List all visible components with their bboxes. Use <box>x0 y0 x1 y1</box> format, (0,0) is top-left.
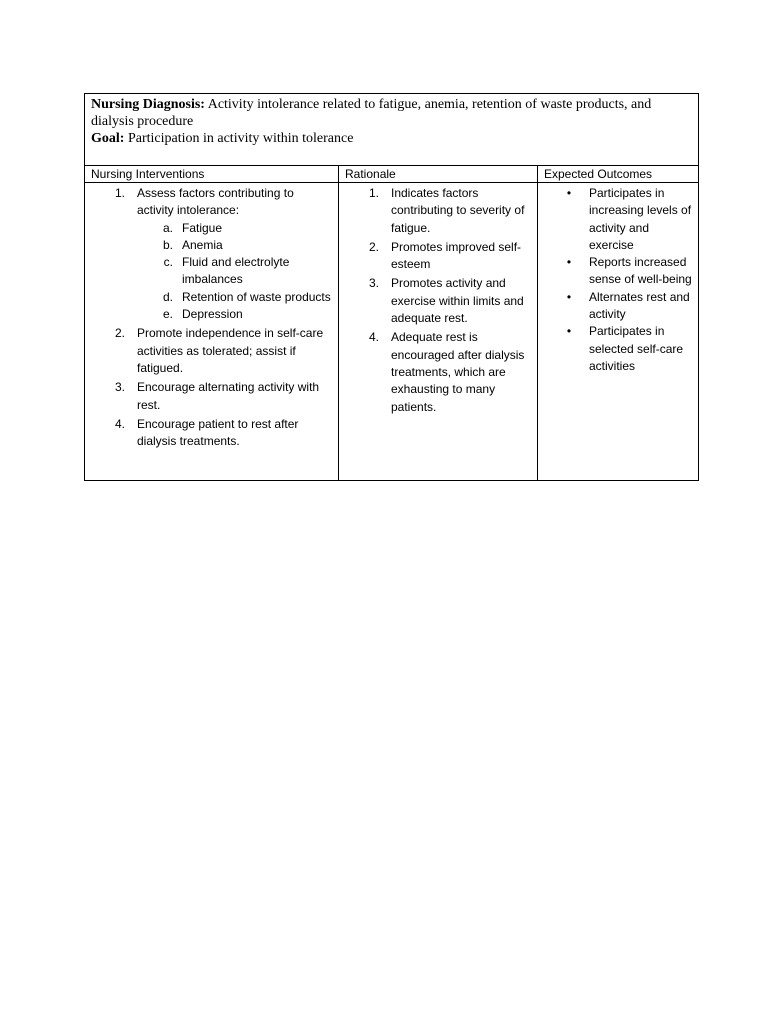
outcome-text: Participates in selected self-care activities <box>589 324 684 373</box>
bullet-icon: • <box>566 255 572 270</box>
intervention-subitem <box>137 220 332 237</box>
intervention-number: 3. <box>114 380 125 395</box>
bullet-icon: • <box>566 289 572 304</box>
rationale-item <box>339 185 537 237</box>
intervention-item <box>85 416 338 451</box>
intervention-item <box>85 379 338 414</box>
rationale-item <box>339 329 537 415</box>
subitem-text: Fluid and electrolyte imbalances <box>182 255 290 287</box>
outcomes-column <box>538 166 698 480</box>
outcome-item <box>538 254 698 289</box>
diagnosis-label: Nursing Diagnosis: <box>91 97 205 112</box>
subitem-text: Retention of waste products <box>182 289 331 304</box>
rationale-header: Rationale <box>339 166 537 183</box>
intervention-number: 4. <box>114 416 125 431</box>
outcome-text: Participates in increasing levels of activity and exercise <box>589 186 692 252</box>
rationale-number: 2. <box>368 239 379 254</box>
rationale-number: 1. <box>368 186 379 200</box>
intervention-number: 1. <box>114 186 125 200</box>
intervention-text: Encourage patient to rest after dialysis treatments. <box>137 416 299 449</box>
diagnosis-text: Activity intolerance related to fatigue, anemia, retention of waste products, and dialysis procedure <box>91 97 652 129</box>
intervention-item <box>85 325 338 377</box>
rationale-text: Promotes improved self-esteem <box>391 239 522 272</box>
bullet-icon: • <box>566 324 572 339</box>
outcomes-header: Expected Outcomes <box>538 166 698 183</box>
outcome-text: Reports increased sense of well-being <box>589 255 692 287</box>
intervention-subitem <box>137 289 332 306</box>
rationale-column <box>339 166 538 480</box>
intervention-text: Assess factors contributing to activity intolerance: <box>137 186 294 218</box>
outcome-text: Alternates rest and activity <box>589 289 690 322</box>
subitem-letter: e. <box>162 307 173 322</box>
interventions-header: Nursing Interventions <box>85 166 338 183</box>
intervention-subitem <box>137 306 332 323</box>
goal-label: Goal: <box>91 131 125 146</box>
rationale-text: Indicates factors contributing to severity of fatigue. <box>391 186 525 235</box>
intervention-text: Promote independence in self-care activities as tolerated; assist if fatigued. <box>137 326 324 375</box>
intervention-subitem <box>137 254 332 289</box>
goal-line <box>91 130 692 147</box>
subitem-text: Fatigue <box>182 220 223 235</box>
subitem-letter: c. <box>163 255 173 270</box>
intervention-item <box>85 185 338 323</box>
outcomes-list <box>538 185 698 375</box>
rationale-item <box>339 239 537 274</box>
outcome-item <box>538 185 698 254</box>
intervention-number: 2. <box>114 326 125 341</box>
rationale-text: Promotes activity and exercise within limits and adequate rest. <box>391 276 524 326</box>
rationale-text: Adequate rest is encouraged after dialysis treatments, which are exhausting to many patients. <box>391 330 525 414</box>
subitem-letter: b. <box>162 237 173 252</box>
intervention-text: Encourage alternating activity with rest. <box>137 380 320 412</box>
bullet-icon: • <box>566 186 572 200</box>
rationale-item <box>339 275 537 327</box>
subitem-text: Depression <box>182 307 243 322</box>
diagnosis-line <box>91 96 692 130</box>
outcome-item <box>538 289 698 324</box>
interventions-column <box>85 166 339 480</box>
subitem-text: Anemia <box>182 237 223 252</box>
subitem-letter: d. <box>162 289 173 304</box>
intervention-sublist <box>137 220 332 324</box>
intervention-subitem <box>137 237 332 254</box>
rationale-number: 3. <box>368 276 379 291</box>
diagnosis-box <box>85 94 698 166</box>
rationale-number: 4. <box>368 330 379 345</box>
subitem-letter: a. <box>162 220 173 235</box>
rationale-list <box>339 185 537 416</box>
outcome-item <box>538 323 698 375</box>
care-plan-columns <box>85 166 698 480</box>
care-plan-table <box>84 93 699 481</box>
goal-text: Participation in activity within tolerance <box>127 131 354 146</box>
interventions-list <box>85 185 338 450</box>
